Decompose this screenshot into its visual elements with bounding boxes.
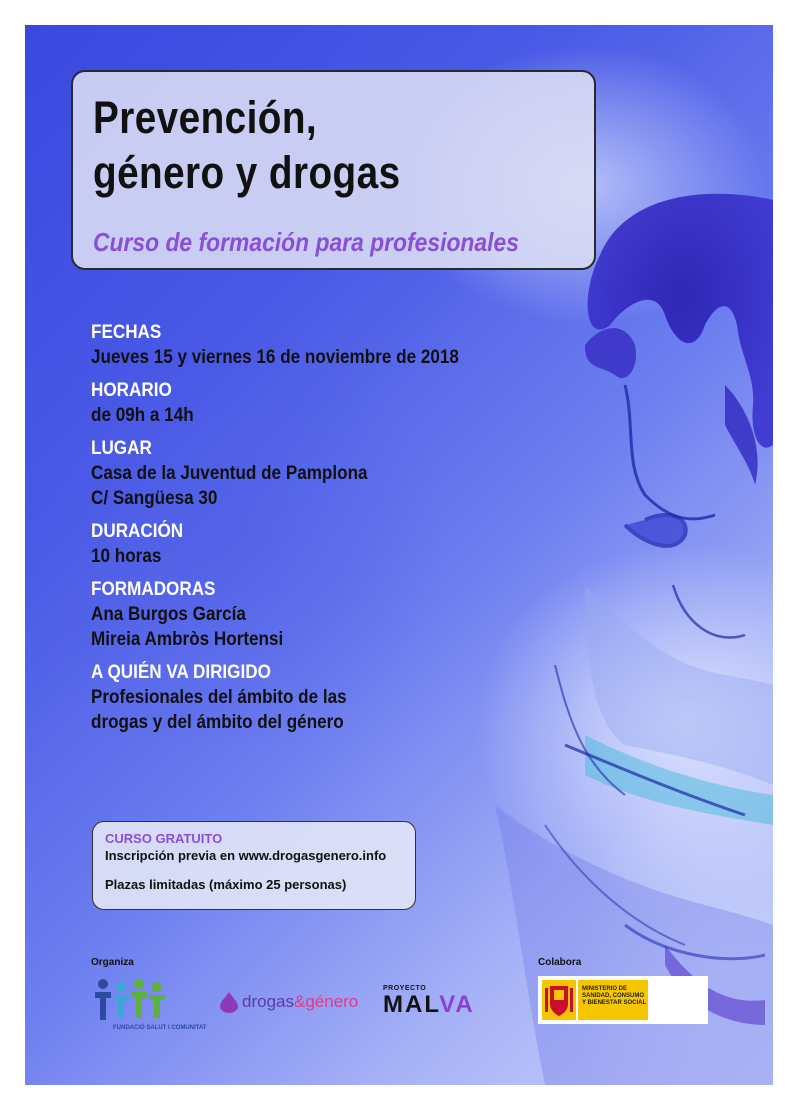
- title-line-2: género y drogas: [93, 147, 401, 198]
- section-dirigido: [91, 661, 500, 735]
- section-fechas: [91, 321, 500, 370]
- section-value: drogas y del ámbito del género: [91, 712, 344, 733]
- section-value: Casa de la Juventud de Pamplona: [91, 463, 368, 484]
- malva-wordmark: [383, 993, 475, 1017]
- section-value: C/ Sangüesa 30: [91, 488, 218, 509]
- subtitle: Curso de formación para profesionales: [93, 227, 519, 257]
- proyecto-malva-logo: [383, 985, 475, 1017]
- section-value: Mireia Ambròs Hortensi: [91, 629, 284, 650]
- section-value: Jueves 15 y viernes 16 de noviembre de 2018: [91, 347, 459, 368]
- section-heading: FECHAS: [91, 322, 162, 343]
- section-value: de 09h a 14h: [91, 405, 194, 426]
- ministerio-logo: [538, 976, 708, 1024]
- organiza-label: Organiza: [91, 957, 134, 968]
- drogas-genero-text: [242, 992, 358, 1012]
- section-formadoras: [91, 578, 500, 652]
- drop-icon: [218, 991, 240, 1013]
- logo-drogas-word: drogas: [242, 992, 294, 1011]
- section-heading: DURACIÓN: [91, 521, 184, 542]
- proyecto-label: PROYECTO: [383, 985, 427, 992]
- logo-ampersand: &: [293, 992, 306, 1011]
- course-info: [91, 321, 500, 744]
- logo-genero-word: género: [305, 992, 359, 1011]
- section-heading: HORARIO: [91, 380, 172, 401]
- fundacion-logo-icon: [91, 978, 171, 1030]
- colabora-label: Colabora: [538, 957, 582, 968]
- title-line-1: Prevención,: [93, 92, 318, 143]
- section-duracion: [91, 520, 500, 569]
- section-heading: LUGAR: [91, 438, 152, 459]
- section-lugar: [91, 437, 500, 511]
- limited-places-text: Plazas limitadas (máximo 25 personas): [105, 877, 347, 892]
- section-heading: A QUIÉN VA DIRIGIDO: [91, 662, 271, 683]
- title-box: [71, 70, 596, 270]
- malva-part-1: MAL: [383, 991, 440, 1018]
- fundacion-logo-text: FUNDACIÓ SALUT I COMUNITAT: [113, 1025, 207, 1031]
- registration-text: Inscripción previa en www.drogasgenero.info: [105, 848, 387, 863]
- ministerio-band: [578, 980, 648, 1020]
- coat-of-arms-icon: [542, 980, 576, 1020]
- poster: [25, 25, 773, 1085]
- page-title: [93, 90, 575, 200]
- section-value: Ana Burgos García: [91, 604, 246, 625]
- section-value: Profesionales del ámbito de las: [91, 687, 347, 708]
- ministerio-text: MINISTERIO DE SANIDAD, CONSUMO Y BIENESTAR SOCIAL: [582, 986, 647, 1006]
- free-course-heading: CURSO GRATUITO: [105, 831, 223, 846]
- free-course-box: [92, 821, 416, 910]
- section-heading: FORMADORAS: [91, 579, 216, 600]
- section-value: 10 horas: [91, 546, 162, 567]
- section-horario: [91, 379, 500, 428]
- malva-part-2: VA: [439, 991, 475, 1018]
- drogas-genero-logo: [218, 991, 358, 1013]
